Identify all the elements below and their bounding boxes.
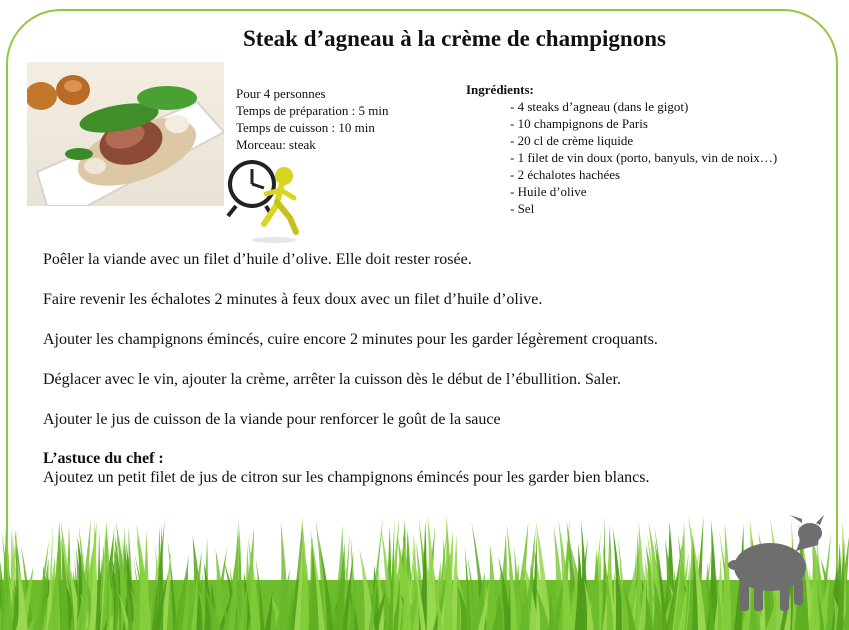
cook-time-text: Temps de cuisson : 10 min xyxy=(236,120,375,135)
lamb-icon xyxy=(718,511,828,615)
recipe-steps xyxy=(43,250,823,488)
ingredients-section xyxy=(466,81,777,217)
ingredient-item: - Sel xyxy=(510,201,535,216)
ingredient-item: - 4 steaks d’agneau (dans le gigot) xyxy=(510,99,689,114)
chef-tip-heading: L’astuce du chef : xyxy=(43,450,164,467)
ingredients-heading: Ingrédients: xyxy=(466,82,534,97)
ingredient-item: - 20 cl de crème liquide xyxy=(510,133,634,148)
ingredient-item: - 1 filet de vin doux (porto, banyuls, vin de noix…) xyxy=(510,150,778,165)
running-clock-icon xyxy=(224,154,304,244)
cut-text: Morceau: steak xyxy=(236,137,316,152)
ingredient-item: - 10 champignons de Paris xyxy=(510,116,648,131)
prep-time-text: Temps de préparation : 5 min xyxy=(236,103,389,118)
recipe-step: Ajouter les champignons émincés, cuire encore 2 minutes pour les garder légèrement croquants. xyxy=(43,331,658,348)
recipe-title: Steak d’agneau à la crème de champignons xyxy=(243,26,666,51)
ingredients-list xyxy=(466,98,777,217)
servings-text: Pour 4 personnes xyxy=(236,86,326,101)
recipe-info xyxy=(236,85,389,153)
recipe-step: Poêler la viande avec un filet d’huile d’olive. Elle doit rester rosée. xyxy=(43,251,472,268)
recipe-step: Faire revenir les échalotes 2 minutes à feux doux avec un filet d’huile d’olive. xyxy=(43,291,543,308)
dish-photo xyxy=(27,62,224,206)
chef-tip-text: Ajoutez un petit filet de jus de citron sur les champignons émincés pour les garder bien blancs. xyxy=(43,469,650,486)
ingredient-item: - 2 échalotes hachées xyxy=(510,167,621,182)
ingredient-item: - Huile d’olive xyxy=(510,184,587,199)
recipe-step: Déglacer avec le vin, ajouter la crème, arrêter la cuisson dès le début de l’ébullition. Saler. xyxy=(43,371,621,388)
recipe-step: Ajouter le jus de cuisson de la viande pour renforcer le goût de la sauce xyxy=(43,411,501,428)
